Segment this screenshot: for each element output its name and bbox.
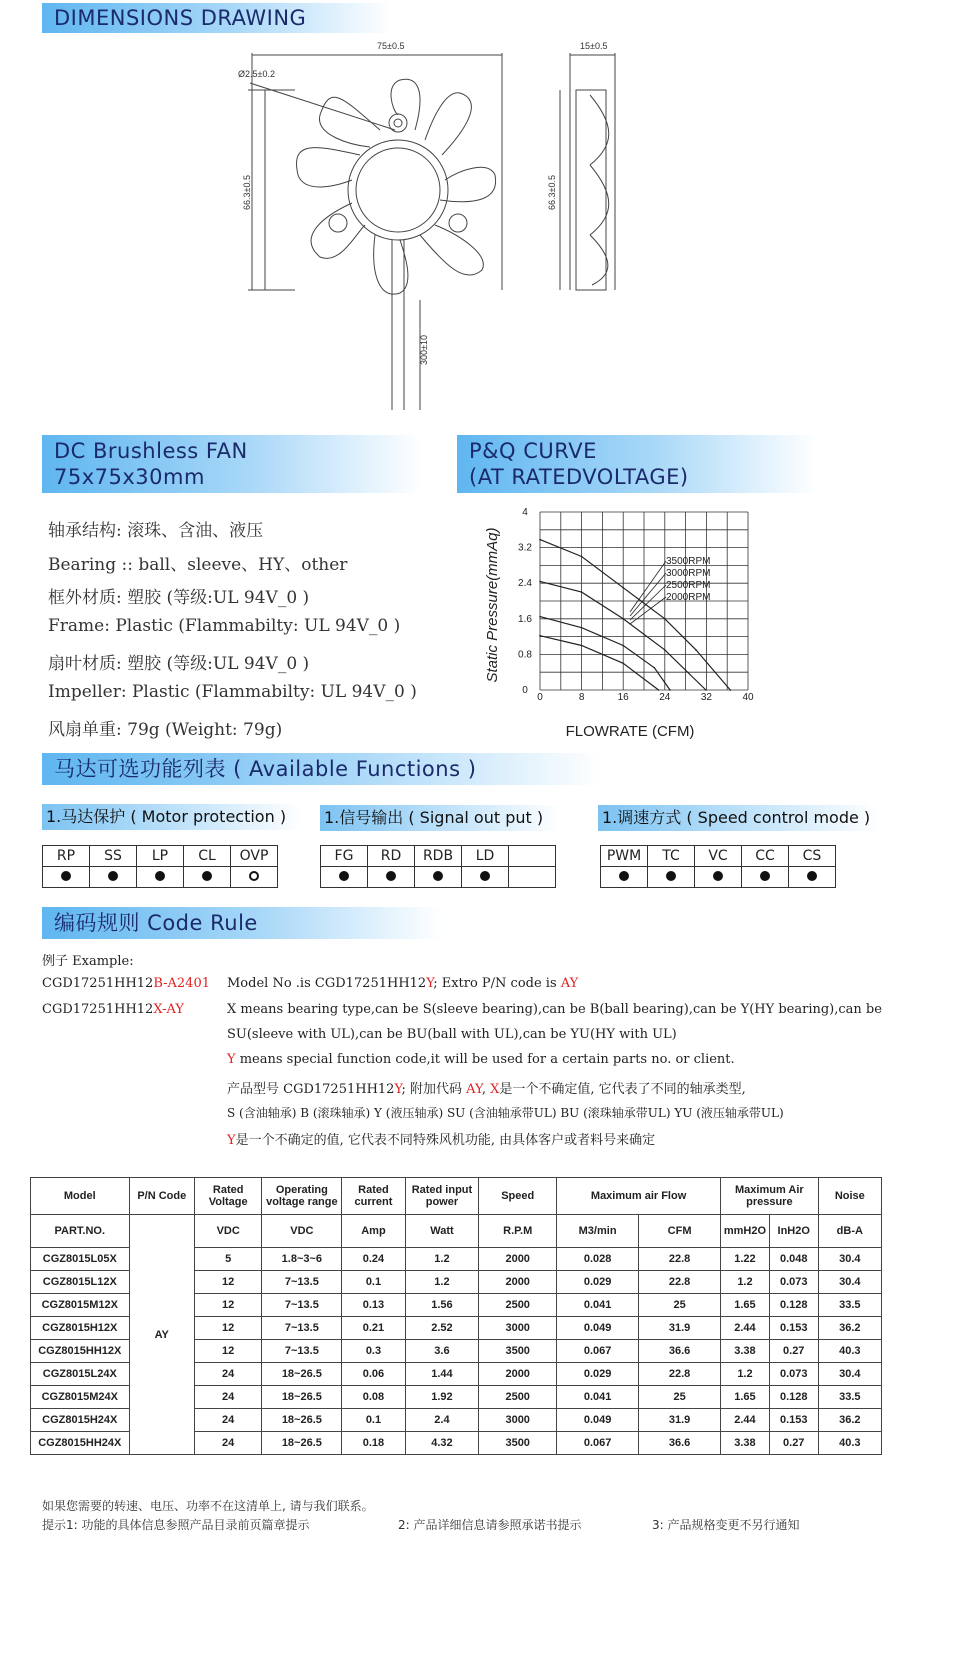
table-cell: 3.38: [721, 1432, 770, 1455]
table-cell: 12: [194, 1317, 261, 1340]
chart-legend: [630, 556, 710, 624]
table-cell: 0.049: [557, 1409, 639, 1432]
series-point: [581, 627, 583, 629]
function-label: RP: [43, 846, 90, 867]
table-cell: 24: [194, 1432, 261, 1455]
table-cell: 25: [639, 1294, 721, 1317]
table-unit: Amp: [342, 1215, 405, 1248]
footer-tip-3: 3: 产品规格变更不另行通知: [652, 1518, 800, 1532]
table-unit: mmH2O: [721, 1215, 770, 1248]
x-tick-label: 0: [537, 692, 543, 703]
spec-line: 扇叶材质: 塑胶 (等级:UL 94V_0 ): [48, 654, 310, 674]
table-cell: 30.4: [818, 1248, 881, 1271]
table-cell: 7~13.5: [262, 1294, 342, 1317]
table-header: Model: [31, 1178, 130, 1215]
series-line: [540, 636, 659, 690]
example-code-2: CGD17251HH12X-AY: [42, 1002, 184, 1017]
table-cell: 3000: [479, 1409, 557, 1432]
y-tick-label: 0: [522, 685, 528, 696]
table-cell: 0.067: [557, 1432, 639, 1455]
function-label: CL: [184, 846, 231, 867]
table-cell: 0.041: [557, 1386, 639, 1409]
footer-contact: 如果您需要的转速、电压、功率不在这清单上, 请与我们联系。: [42, 1499, 374, 1513]
available-dot-icon: [339, 871, 349, 881]
spec-line: 框外材质: 塑胶 (等级:UL 94V_0 ): [48, 588, 310, 608]
part-number-cell: CGZ8015L05X: [31, 1248, 130, 1271]
code-line: X means bearing type,can be S(sleeve bearing),can be B(ball bearing),can be Y(HY bearing),can be: [227, 1002, 882, 1017]
legend-label: 2000RPM: [666, 592, 711, 603]
table-cell: 0.048: [769, 1248, 818, 1271]
optional-ring-icon: [249, 871, 259, 881]
part-number-cell: CGZ8015L24X: [31, 1363, 130, 1386]
series-point: [539, 616, 541, 618]
table-cell: 31.9: [639, 1409, 721, 1432]
footer-tip-2: 2: 产品详细信息请参照承诺书提示: [398, 1518, 582, 1532]
table-cell: 3.38: [721, 1340, 770, 1363]
part-number-cell: CGZ8015L12X: [31, 1271, 130, 1294]
table-cell: 0.128: [769, 1386, 818, 1409]
table-cell: 1.2: [721, 1363, 770, 1386]
table-cell: 0.153: [769, 1409, 818, 1432]
series-point: [622, 587, 624, 589]
function-label: RDB: [415, 846, 462, 867]
spec-line: Impeller: Plastic (Flammabilty: UL 94V_0 ): [48, 682, 417, 702]
table-cell: 24: [194, 1363, 261, 1386]
fan-title-banner: [42, 435, 422, 493]
table-cell: 0.073: [769, 1363, 818, 1386]
dim-hole-label: Ø2.5±0.2: [238, 69, 275, 79]
table-unit: M3/min: [557, 1215, 639, 1248]
part-number-cell: CGZ8015HH12X: [31, 1340, 130, 1363]
dimension-drawing: [220, 35, 700, 415]
table-cell: 36.2: [818, 1317, 881, 1340]
available-dot-icon: [433, 871, 443, 881]
function-label: FG: [321, 846, 368, 867]
table-cell: 7~13.5: [262, 1317, 342, 1340]
spec-line: Bearing :: ball、sleeve、HY、other: [48, 555, 348, 575]
legend-label: 3500RPM: [666, 556, 711, 567]
available-dot-icon: [807, 871, 817, 881]
table-unit: InH2O: [769, 1215, 818, 1248]
available-dot-icon: [386, 871, 396, 881]
fan-title-line1: DC Brushless FAN: [54, 439, 248, 463]
table-cell: 2000: [479, 1363, 557, 1386]
legend-leader: [630, 561, 666, 612]
dim-height-label: 66.3±0.5: [242, 175, 252, 210]
table-unit-row: [31, 1215, 882, 1248]
table-cell: 18~26.5: [262, 1432, 342, 1455]
table-cell: 0.029: [557, 1271, 639, 1294]
table-cell: 24: [194, 1409, 261, 1432]
table-cell: 2.52: [405, 1317, 479, 1340]
functions-banner: 马达可选功能列表 ( Available Functions ): [42, 753, 602, 785]
function-label: SS: [90, 846, 137, 867]
series-point: [658, 689, 660, 691]
table-cell: 22.8: [639, 1271, 721, 1294]
legend-leader: [630, 585, 666, 620]
footer-tip-1: 提示1: 功能的具体信息参照产品目录前页篇章提示: [42, 1518, 310, 1532]
speed-control-title: 1.调速方式 ( Speed control mode ): [598, 805, 878, 831]
table-header: Operating voltage range: [262, 1178, 342, 1215]
table-cell: 40.3: [818, 1340, 881, 1363]
table-cell: 30.4: [818, 1363, 881, 1386]
pn-code-cell: AY: [129, 1215, 194, 1455]
table-cell: 1.44: [405, 1363, 479, 1386]
pq-chart: [480, 500, 780, 745]
table-cell: 3.6: [405, 1340, 479, 1363]
available-dot-icon: [760, 871, 770, 881]
table-header: Rated Voltage: [194, 1178, 261, 1215]
spec-line: 轴承结构: 滚珠、含油、液压: [48, 521, 264, 541]
table-header: Rated current: [342, 1178, 405, 1215]
table-cell: 1.2: [405, 1271, 479, 1294]
spec-table: [30, 1177, 882, 1455]
example-label: 例子 Example:: [42, 954, 134, 969]
table-cell: 3000: [479, 1317, 557, 1340]
table-cell: 12: [194, 1271, 261, 1294]
part-number-cell: CGZ8015H24X: [31, 1409, 130, 1432]
y-tick-label: 2.4: [518, 578, 532, 590]
x-tick-label: 8: [578, 692, 585, 703]
legend-leader: [630, 573, 666, 616]
table-cell: 1.65: [721, 1294, 770, 1317]
y-tick-label: 1.6: [518, 613, 532, 625]
table-cell: 30.4: [818, 1271, 881, 1294]
series-point: [669, 689, 671, 691]
table-cell: 12: [194, 1294, 261, 1317]
available-dot-icon: [480, 871, 490, 881]
series-point: [622, 618, 624, 620]
table-cell: 31.9: [639, 1317, 721, 1340]
example-code-1: CGD17251HH12B-A2401: [42, 976, 210, 991]
table-cell: 2000: [479, 1271, 557, 1294]
table-cell: 0.128: [769, 1294, 818, 1317]
table-header-row: [31, 1178, 882, 1215]
motor-protection-title: 1.马达保护 ( Motor protection ): [42, 804, 302, 830]
pq-title-line1: P&Q CURVE: [469, 439, 597, 463]
table-cell: 0.153: [769, 1317, 818, 1340]
table-unit: dB-A: [818, 1215, 881, 1248]
table-cell: 12: [194, 1340, 261, 1363]
table-cell: 1.2: [405, 1248, 479, 1271]
dim-height-side-label: 66.3±0.5: [547, 175, 557, 210]
legend-label: 3000RPM: [666, 568, 711, 579]
function-label: VC: [695, 846, 742, 867]
available-dot-icon: [61, 871, 71, 881]
function-label: PWM: [601, 846, 648, 867]
table-cell: 2000: [479, 1248, 557, 1271]
spec-line: 风扇单重: 79g (Weight: 79g): [48, 720, 283, 740]
series-point: [581, 556, 583, 558]
function-label: CC: [742, 846, 789, 867]
table-cell: 1.2: [721, 1271, 770, 1294]
table-cell: 33.5: [818, 1386, 881, 1409]
part-number-cell: CGZ8015M12X: [31, 1294, 130, 1317]
series-point: [695, 649, 697, 651]
table-cell: 7~13.5: [262, 1271, 342, 1294]
table-cell: 36.2: [818, 1409, 881, 1432]
code-line: Model No .is CGD17251HH12Y; Extro P/N code is AY: [227, 976, 579, 991]
series-point: [539, 581, 541, 583]
table-cell: 0.13: [342, 1294, 405, 1317]
dim-width-label: 75±0.5: [377, 41, 405, 51]
table-cell: 1.65: [721, 1386, 770, 1409]
table-cell: 33.5: [818, 1294, 881, 1317]
series-point: [730, 689, 732, 691]
legend-label: 2500RPM: [666, 580, 711, 591]
table-cell: 25: [639, 1386, 721, 1409]
available-dot-icon: [202, 871, 212, 881]
series-line: [540, 617, 670, 690]
available-dot-icon: [666, 871, 676, 881]
table-cell: 1.56: [405, 1294, 479, 1317]
table-cell: 2500: [479, 1386, 557, 1409]
function-label: TC: [648, 846, 695, 867]
code-line: Y是一个不确定的值, 它代表不同特殊风机功能, 由具体客户或者料号来确定: [227, 1133, 656, 1148]
code-rule-banner: 编码规则 Code Rule: [42, 907, 442, 939]
table-header: Maximum Air pressure: [721, 1178, 819, 1215]
code-line: 产品型号 CGD17251HH12Y; 附加代码 AY, X是一个不确定值, 它代表了不同的轴承类型,: [227, 1082, 746, 1097]
table-cell: 0.21: [342, 1317, 405, 1340]
table-cell: 0.041: [557, 1294, 639, 1317]
available-dot-icon: [108, 871, 118, 881]
table-cell: 2.44: [721, 1317, 770, 1340]
series-point: [664, 618, 666, 620]
series-point: [539, 635, 541, 637]
table-cell: 0.27: [769, 1432, 818, 1455]
series-point: [581, 591, 583, 593]
table-cell: 0.029: [557, 1363, 639, 1386]
series-point: [705, 689, 707, 691]
series-point: [581, 645, 583, 647]
table-unit: VDC: [262, 1215, 342, 1248]
table-cell: 1.22: [721, 1248, 770, 1271]
table-cell: 7~13.5: [262, 1340, 342, 1363]
table-cell: 22.8: [639, 1248, 721, 1271]
table-cell: 0.18: [342, 1432, 405, 1455]
table-cell: 5: [194, 1248, 261, 1271]
table-unit: Watt: [405, 1215, 479, 1248]
y-tick-label: 0.8: [518, 649, 532, 661]
table-cell: 4.32: [405, 1432, 479, 1455]
series-point: [664, 649, 666, 651]
table-unit: CFM: [639, 1215, 721, 1248]
pq-title-banner: [457, 435, 817, 493]
available-dot-icon: [619, 871, 629, 881]
code-line: Y means special function code,it will be used for a certain parts no. or client.: [227, 1052, 735, 1067]
series-point: [539, 539, 541, 541]
series-point: [654, 667, 656, 669]
table-header: P/N Code: [129, 1178, 194, 1215]
fan-title-line2: 75x75x30mm: [54, 465, 205, 489]
function-label: [509, 846, 556, 867]
available-dot-icon: [713, 871, 723, 881]
part-number-cell: CGZ8015M24X: [31, 1386, 130, 1409]
chart-ylabel: Static Pressure(mmAq): [484, 527, 501, 683]
table-cell: 0.24: [342, 1248, 405, 1271]
table-cell: 3500: [479, 1432, 557, 1455]
x-tick-label: 16: [617, 692, 629, 703]
table-header: Rated input power: [405, 1178, 479, 1215]
function-label: CS: [789, 846, 836, 867]
table-unit: R.P.M: [479, 1215, 557, 1248]
table-cell: 40.3: [818, 1432, 881, 1455]
table-cell: 0.049: [557, 1317, 639, 1340]
series-point: [622, 645, 624, 647]
signal-output-title: 1.信号输出 ( Signal out put ): [320, 805, 560, 831]
table-cell: 18~26.5: [262, 1363, 342, 1386]
x-tick-label: 24: [659, 692, 671, 703]
table-unit: VDC: [194, 1215, 261, 1248]
table-cell: 18~26.5: [262, 1386, 342, 1409]
table-cell: 3500: [479, 1340, 557, 1363]
chart-xlabel: FLOWRATE (CFM): [565, 723, 695, 740]
function-label: LP: [137, 846, 184, 867]
table-cell: 2500: [479, 1294, 557, 1317]
code-line: SU(sleeve with UL),can be BU(ball with UL),can be YU(HY with UL): [227, 1027, 677, 1042]
table-cell: 0.1: [342, 1271, 405, 1294]
table-unit: PART.NO.: [31, 1215, 130, 1248]
motor-protection-table: [42, 845, 278, 888]
spec-line: Frame: Plastic (Flammabilty: UL 94V_0 ): [48, 616, 401, 636]
part-number-cell: CGZ8015HH24X: [31, 1432, 130, 1455]
table-cell: 18~26.5: [262, 1409, 342, 1432]
x-tick-label: 40: [742, 692, 754, 703]
table-cell: 0.08: [342, 1386, 405, 1409]
table-header: Noise: [818, 1178, 881, 1215]
table-cell: 0.27: [769, 1340, 818, 1363]
table-cell: 0.073: [769, 1271, 818, 1294]
table-cell: 0.028: [557, 1248, 639, 1271]
table-cell: 2.44: [721, 1409, 770, 1432]
table-header: Maximum air Flow: [557, 1178, 721, 1215]
table-cell: 36.6: [639, 1340, 721, 1363]
series-point: [622, 663, 624, 665]
table-cell: 36.6: [639, 1432, 721, 1455]
table-cell: 2.4: [405, 1409, 479, 1432]
function-label: RD: [368, 846, 415, 867]
dim-depth-label: 15±0.5: [580, 41, 608, 51]
part-number-cell: CGZ8015H12X: [31, 1317, 130, 1340]
dimensions-banner: DIMENSIONS DRAWING: [42, 3, 392, 33]
table-cell: 0.1: [342, 1409, 405, 1432]
y-tick-label: 4: [522, 507, 528, 518]
table-cell: 0.067: [557, 1340, 639, 1363]
y-tick-label: 3.2: [518, 542, 532, 554]
table-cell: 1.92: [405, 1386, 479, 1409]
function-label: OVP: [231, 846, 278, 867]
table-cell: 0.06: [342, 1363, 405, 1386]
table-cell: 1.8~3~6: [262, 1248, 342, 1271]
signal-output-table: [320, 845, 556, 888]
available-dot-icon: [155, 871, 165, 881]
table-cell: 22.8: [639, 1363, 721, 1386]
speed-control-table: [600, 845, 836, 888]
chart-grid: [540, 512, 748, 690]
dim-cable-label: 300±10: [419, 335, 429, 365]
function-label: LD: [462, 846, 509, 867]
table-header: Speed: [479, 1178, 557, 1215]
table-cell: 0.3: [342, 1340, 405, 1363]
pq-title-line2: (AT RATEDVOLTAGE): [469, 465, 689, 489]
code-line: S (含油轴承) B (滚珠轴承) Y (液压轴承) SU (含油轴承带UL) BU (滚珠轴承带UL) YU (液压轴承带UL): [227, 1106, 784, 1120]
x-tick-label: 32: [700, 692, 712, 703]
table-cell: 24: [194, 1386, 261, 1409]
